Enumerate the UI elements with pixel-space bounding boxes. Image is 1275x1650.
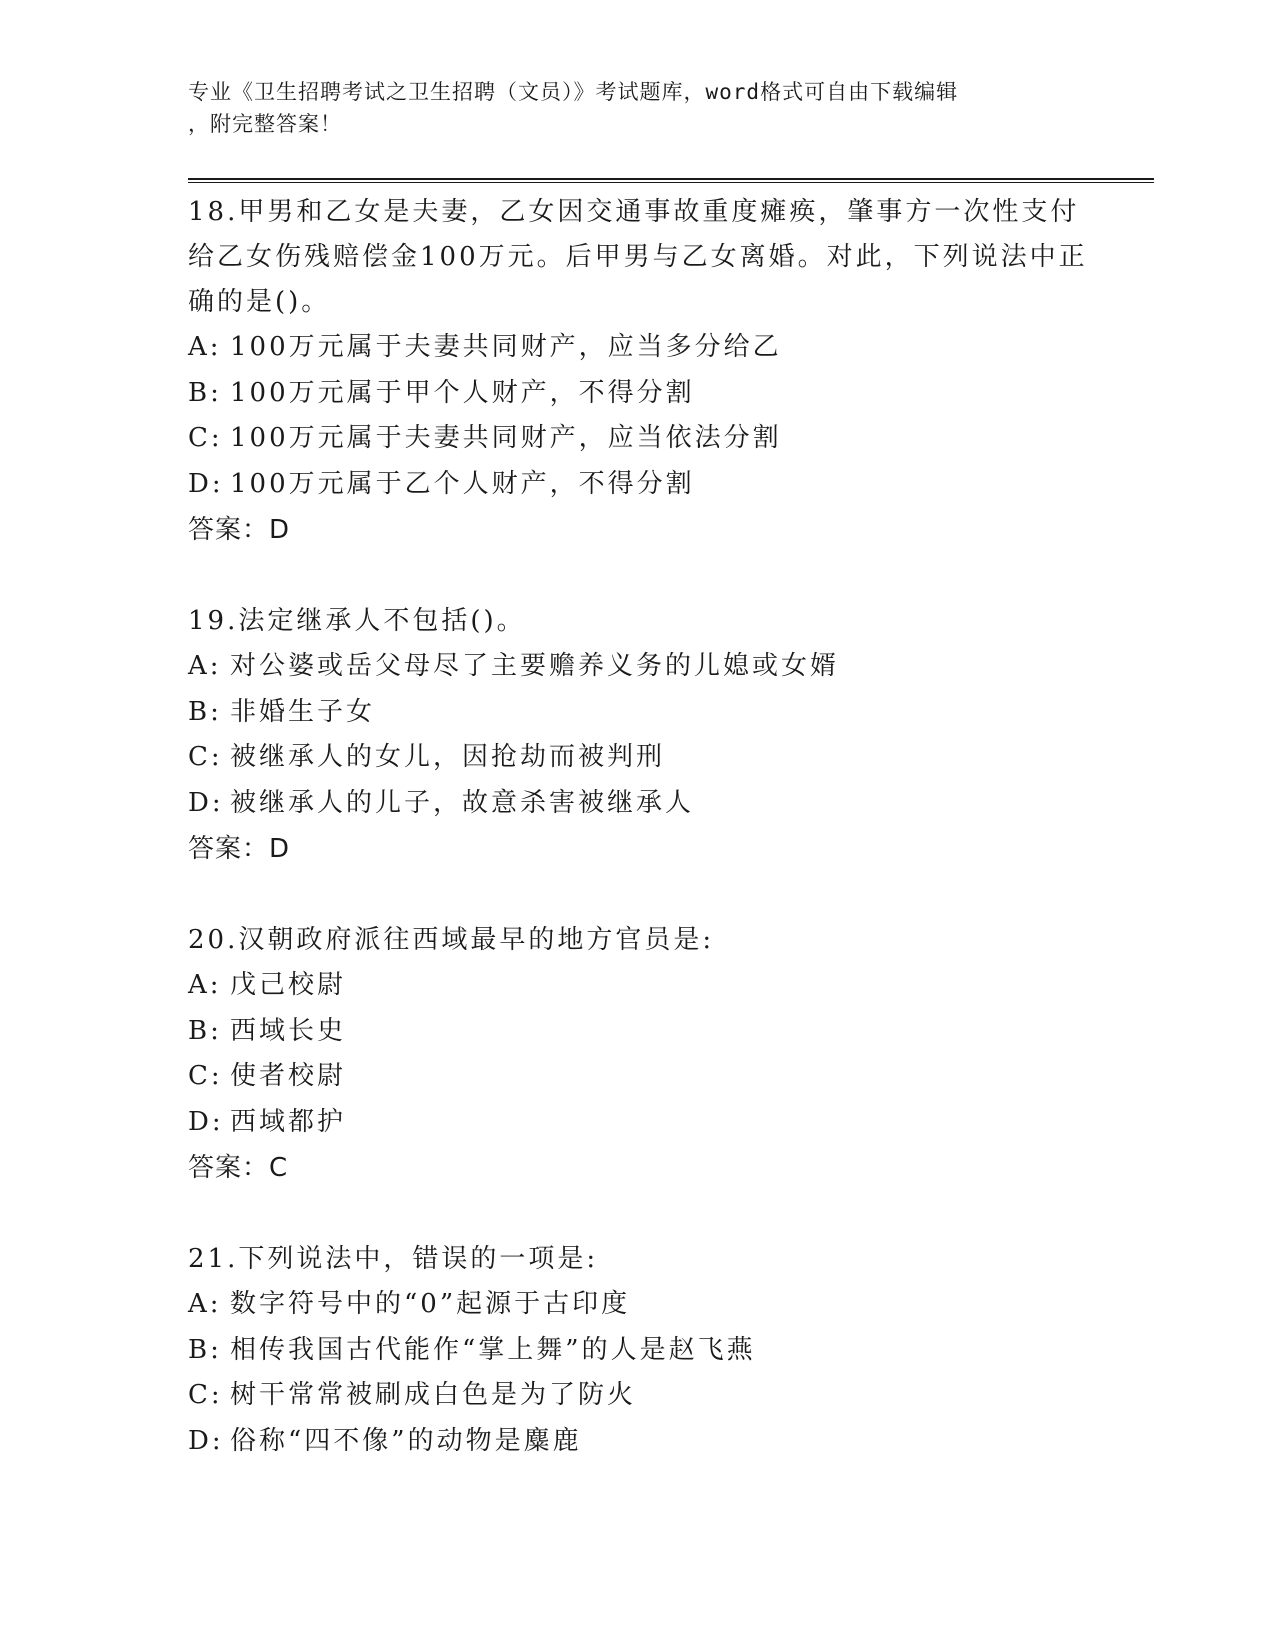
- question-stem: 18.甲男和乙女是夫妻，乙女因交通事故重度瘫痪，肇事方一次性支付给乙女伤残赔偿金100万元。后甲男与乙女离婚。对此，下列说法中正确的是()。: [188, 197, 1088, 317]
- option-text: 戊己校尉: [230, 970, 347, 1000]
- option-b: [188, 690, 1088, 736]
- option-letter: C:: [188, 742, 223, 772]
- question-stem: 20.汉朝政府派往西域最早的地方官员是:: [188, 925, 715, 955]
- option-letter: C:: [188, 1380, 223, 1410]
- option-text: 100万元属于乙个人财产，不得分割: [230, 468, 695, 499]
- option-letter: B:: [188, 1334, 222, 1365]
- question-21: [188, 1237, 1088, 1464]
- option-letter: A:: [188, 1289, 222, 1319]
- option-text: 被继承人的儿子，故意杀害被继承人: [230, 787, 695, 818]
- option-d: [188, 462, 1088, 508]
- option-text: 非婚生子女: [230, 696, 376, 727]
- option-b: [188, 1328, 1088, 1374]
- question-stem: 19.法定继承人不包括()。: [188, 606, 526, 636]
- option-c: [188, 416, 1088, 462]
- option-letter: B:: [188, 1015, 222, 1046]
- question-19: [188, 599, 1088, 872]
- option-text: 100万元属于夫妻共同财产，应当依法分割: [230, 423, 782, 453]
- option-letter: B:: [188, 377, 222, 408]
- option-letter: A:: [188, 332, 222, 362]
- question-list: [188, 190, 1088, 1510]
- option-letter: D:: [188, 1425, 224, 1456]
- option-d: [188, 1419, 1088, 1465]
- answer-line: 答案：C: [188, 1153, 289, 1183]
- header-divider: [188, 178, 1154, 183]
- option-letter: D:: [188, 787, 224, 818]
- option-text: 100万元属于甲个人财产，不得分割: [230, 377, 695, 408]
- option-letter: C:: [188, 423, 223, 453]
- option-letter: B:: [188, 696, 222, 727]
- option-d: [188, 1100, 1088, 1146]
- option-a: [188, 325, 1088, 371]
- option-a: [188, 644, 1088, 690]
- option-letter: A:: [188, 970, 222, 1000]
- option-letter: C:: [188, 1061, 223, 1091]
- document-header: [188, 76, 1088, 140]
- question-stem: 21.下列说法中，错误的一项是:: [188, 1244, 599, 1274]
- option-b: [188, 1009, 1088, 1055]
- option-c: [188, 1054, 1088, 1100]
- option-letter: D:: [188, 468, 224, 499]
- header-line-1: 专业《卫生招聘考试之卫生招聘（文员）》考试题库，word格式可自由下载编辑: [188, 80, 959, 104]
- option-a: [188, 1282, 1088, 1328]
- header-line-2: ，附完整答案！: [188, 112, 342, 136]
- option-d: [188, 781, 1088, 827]
- question-20: [188, 918, 1088, 1191]
- question-18: [188, 190, 1088, 553]
- option-b: [188, 371, 1088, 417]
- option-letter: D:: [188, 1106, 224, 1137]
- option-text: 被继承人的女儿，因抢劫而被判刑: [230, 742, 666, 772]
- option-text: 100万元属于夫妻共同财产，应当多分给乙: [230, 332, 782, 362]
- answer-line: 答案：D: [188, 515, 291, 545]
- option-text: 使者校尉: [230, 1061, 347, 1091]
- option-text: 西域长史: [230, 1015, 347, 1046]
- option-text: 俗称“四不像”的动物是麋鹿: [230, 1425, 582, 1456]
- option-letter: A:: [188, 651, 222, 681]
- option-text: 数字符号中的“0”起源于古印度: [230, 1289, 631, 1319]
- answer-line: 答案：D: [188, 834, 291, 864]
- option-text: 树干常常被刷成白色是为了防火: [230, 1380, 637, 1410]
- option-text: 对公婆或岳父母尽了主要赡养义务的儿媳或女婿: [230, 651, 840, 681]
- option-a: [188, 963, 1088, 1009]
- option-c: [188, 1373, 1088, 1419]
- option-c: [188, 735, 1088, 781]
- option-text: 相传我国古代能作“掌上舞”的人是赵飞燕: [230, 1334, 756, 1365]
- option-text: 西域都护: [230, 1106, 347, 1137]
